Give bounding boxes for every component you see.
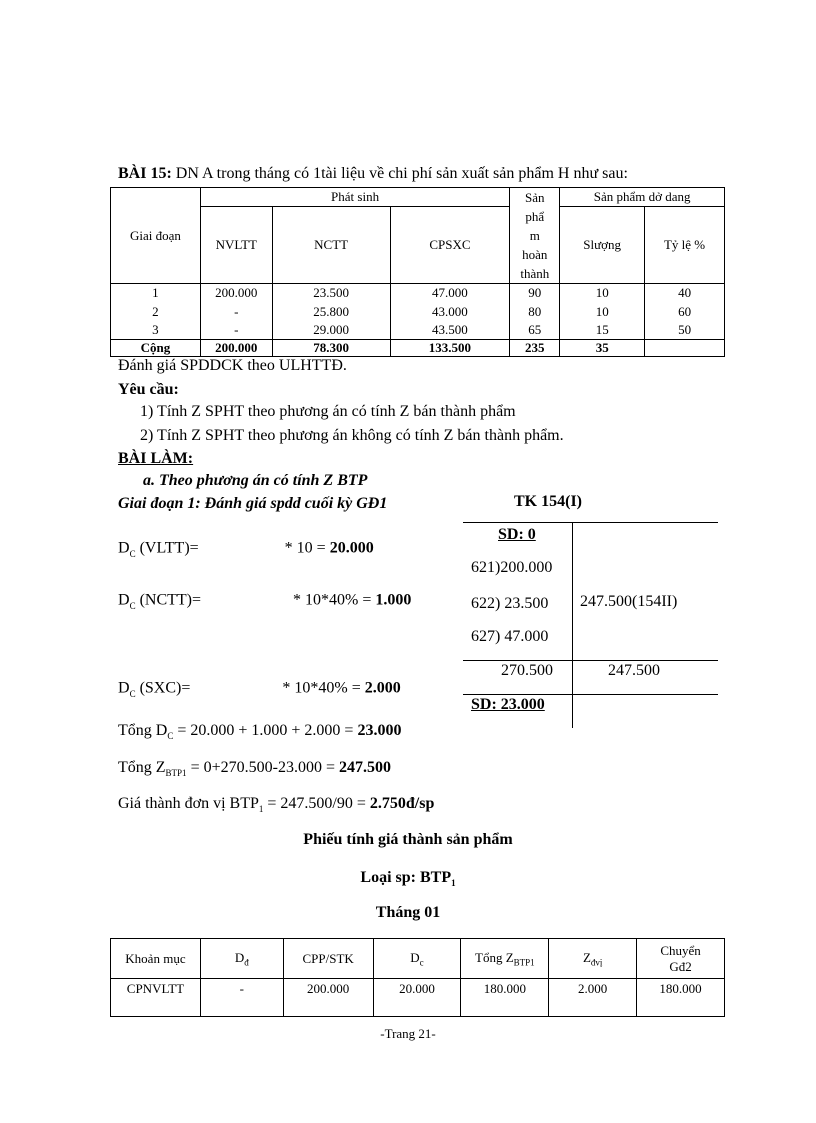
cell: 10 bbox=[560, 284, 645, 303]
dc-result: 2.000 bbox=[364, 679, 401, 697]
loai-sp bbox=[0, 869, 816, 888]
formula-expr: = 247.500/90 = bbox=[263, 795, 370, 812]
header-dc bbox=[373, 939, 461, 979]
formula-lhs: Giá thành đơn vị BTP bbox=[118, 795, 259, 812]
formula-result: 2.750đ/sp bbox=[369, 795, 435, 812]
yeu-cau-heading: Yêu cầu: bbox=[118, 381, 179, 398]
cell: 90 bbox=[510, 284, 560, 303]
table-row bbox=[111, 303, 725, 322]
taccount-top-line bbox=[463, 522, 718, 523]
requirement-1: 1) Tính Z SPHT theo phương án có tính Z bán thành phẩm bbox=[140, 403, 516, 420]
blurred-fraction bbox=[190, 678, 278, 700]
dc-mid: * 10*40% = bbox=[278, 679, 365, 697]
header-sp-line: thành bbox=[520, 266, 550, 281]
blurred-fraction bbox=[199, 538, 281, 560]
dc-subscript: C bbox=[129, 600, 136, 611]
cell: 50 bbox=[645, 322, 725, 340]
header-giai-doan: Giai đoạn bbox=[111, 188, 201, 284]
header-subscript: đvị bbox=[590, 957, 603, 968]
cell: 200.000 bbox=[200, 284, 272, 303]
formula-subscript: 1 bbox=[258, 804, 264, 815]
header-sp-line: m bbox=[529, 228, 540, 243]
header-cpsxc: CPSXC bbox=[390, 207, 510, 284]
formula-subscript: BTP1 bbox=[165, 768, 187, 779]
blurred-fraction bbox=[201, 590, 289, 612]
dc-subscript: C bbox=[129, 688, 136, 699]
header-text: D bbox=[234, 949, 245, 965]
dc-subscript: C bbox=[129, 548, 136, 559]
tong-z-formula bbox=[118, 759, 391, 778]
header-z-dvi bbox=[549, 939, 637, 979]
loai-sp-subscript: 1 bbox=[451, 878, 456, 889]
dc-label: (VLTT)= bbox=[135, 539, 199, 557]
dc-symbol: D bbox=[118, 679, 130, 697]
taccount-title: TK 154(I) bbox=[514, 493, 582, 510]
header-subscript: c bbox=[419, 957, 424, 968]
cell: 3 bbox=[111, 322, 201, 340]
tong-dc-formula bbox=[118, 722, 401, 741]
cell: 60 bbox=[645, 303, 725, 322]
taccount-credit-entry: 247.500(154II) bbox=[580, 593, 678, 610]
cell: 133.500 bbox=[390, 340, 510, 357]
total-row bbox=[111, 340, 725, 357]
cell: - bbox=[200, 303, 272, 322]
header-dd bbox=[200, 939, 283, 979]
cell: 10 bbox=[560, 303, 645, 322]
header-spdd: Sản phẩm dở dang bbox=[560, 188, 725, 207]
dc-vltt-formula bbox=[118, 538, 374, 560]
section-a-heading: a. Theo phương án có tính Z BTP bbox=[143, 472, 368, 489]
cell: 43.000 bbox=[390, 303, 510, 322]
cell: 78.300 bbox=[272, 340, 390, 357]
table-row bbox=[111, 284, 725, 303]
taccount-vertical-line bbox=[572, 522, 573, 728]
header-sp-line: phẩ bbox=[525, 209, 545, 224]
header-phat-sinh: Phát sinh bbox=[200, 188, 509, 207]
dc-symbol: D bbox=[118, 539, 130, 557]
cell: - bbox=[200, 322, 272, 340]
cell: 2.000 bbox=[549, 979, 637, 1017]
dc-result: 1.000 bbox=[375, 591, 412, 609]
intro-text: DN A trong tháng có 1tài liệu về chi phí sản xuất sản phẩm H như sau: bbox=[171, 165, 628, 182]
header-text: Tổng Z bbox=[475, 949, 514, 965]
table-row bbox=[111, 322, 725, 340]
cell: 20.000 bbox=[373, 979, 461, 1017]
gia-don-vi-formula bbox=[118, 795, 434, 814]
header-text: Z bbox=[582, 949, 591, 965]
cell: 1 bbox=[111, 284, 201, 303]
cell: 80 bbox=[510, 303, 560, 322]
header-subscript: BTP1 bbox=[513, 957, 535, 968]
header-tyle: Tỷ lệ % bbox=[645, 207, 725, 284]
taccount-closing-balance: SD: 23.000 bbox=[471, 696, 545, 713]
header-line: Chuyển bbox=[660, 942, 701, 958]
cell: 43.500 bbox=[390, 322, 510, 340]
taccount-debit-entry: 621)200.000 bbox=[471, 559, 553, 576]
cell: 180.000 bbox=[461, 979, 549, 1017]
cost-table bbox=[110, 187, 725, 357]
dc-nctt-formula bbox=[118, 590, 411, 612]
dc-symbol: D bbox=[118, 591, 130, 609]
cost-sheet-table bbox=[110, 938, 725, 1017]
taccount-debit-entry: 622) 23.500 bbox=[471, 595, 549, 612]
header-line: Gđ2 bbox=[669, 958, 692, 974]
gd1-heading: Giai đoạn 1: Đánh giá spdd cuối kỳ GĐ1 bbox=[118, 495, 388, 512]
header-tong-z bbox=[461, 939, 549, 979]
taccount-close-line bbox=[463, 694, 718, 695]
page-footer: -Trang 21- bbox=[380, 1026, 436, 1041]
danh-gia-text: Đánh giá SPDDCK theo ULHTTĐ. bbox=[118, 357, 347, 374]
formula-expr: = 20.000 + 1.000 + 2.000 = bbox=[173, 722, 358, 739]
phieu-title: Phiếu tính giá thành sản phẩm bbox=[303, 831, 513, 848]
cell: 40 bbox=[645, 284, 725, 303]
header-sp-line: hoàn bbox=[522, 247, 548, 262]
header-cpp-stk: CPP/STK bbox=[283, 939, 373, 979]
dc-mid: * 10 = bbox=[280, 539, 330, 557]
formula-lhs: Tổng D bbox=[118, 722, 168, 739]
header-san-pham-hoan-thanh bbox=[510, 188, 560, 284]
formula-expr: = 0+270.500-23.000 = bbox=[186, 759, 339, 776]
cell: 23.500 bbox=[272, 284, 390, 303]
header-sluong: Slượng bbox=[560, 207, 645, 284]
cell: 47.000 bbox=[390, 284, 510, 303]
cell: - bbox=[200, 979, 283, 1017]
header-text: D bbox=[410, 949, 420, 965]
bai-lam-heading: BÀI LÀM: bbox=[118, 450, 194, 467]
cell: Cộng bbox=[111, 340, 201, 357]
cell: 15 bbox=[560, 322, 645, 340]
formula-result: 247.500 bbox=[338, 759, 391, 776]
intro-line bbox=[118, 165, 628, 183]
cell: 2 bbox=[111, 303, 201, 322]
cell: 25.800 bbox=[272, 303, 390, 322]
dc-sxc-formula bbox=[118, 678, 401, 700]
taccount-total-credit: 247.500 bbox=[608, 662, 660, 679]
header-subscript: đ bbox=[244, 957, 249, 968]
dc-label: (NCTT)= bbox=[135, 591, 202, 609]
cell: CPNVLTT bbox=[111, 979, 201, 1017]
cell: 180.000 bbox=[637, 979, 725, 1017]
taccount-opening-balance: SD: 0 bbox=[498, 526, 536, 543]
taccount-debit-entry: 627) 47.000 bbox=[471, 628, 549, 645]
thang-label: Tháng 01 bbox=[375, 904, 441, 921]
cell: 235 bbox=[510, 340, 560, 357]
formula-subscript: C bbox=[167, 731, 174, 742]
header-nvltt: NVLTT bbox=[200, 207, 272, 284]
formula-lhs: Tổng Z bbox=[118, 759, 166, 776]
dc-label: (SXC)= bbox=[135, 679, 191, 697]
requirement-2: 2) Tính Z SPHT theo phương án không có tính Z bán thành phẩm. bbox=[140, 427, 564, 444]
formula-result: 23.000 bbox=[357, 722, 402, 739]
cell: 35 bbox=[560, 340, 645, 357]
cell: 200.000 bbox=[283, 979, 373, 1017]
loai-sp-text: Loại sp: BTP bbox=[360, 869, 452, 886]
cell bbox=[645, 340, 725, 357]
header-chuyen-gd2 bbox=[637, 939, 725, 979]
table-row bbox=[111, 979, 725, 1017]
dc-result: 20.000 bbox=[329, 539, 374, 557]
taccount-total-line bbox=[463, 660, 718, 661]
cell: 65 bbox=[510, 322, 560, 340]
cell: 29.000 bbox=[272, 322, 390, 340]
header-nctt: NCTT bbox=[272, 207, 390, 284]
dc-mid: * 10*40% = bbox=[289, 591, 376, 609]
intro-label: BÀI 15: bbox=[118, 165, 172, 182]
header-sp-line: Sản bbox=[525, 190, 545, 205]
taccount-total-debit: 270.500 bbox=[501, 662, 553, 679]
cell: 200.000 bbox=[200, 340, 272, 357]
header-khoan-muc: Khoản mục bbox=[111, 939, 201, 979]
